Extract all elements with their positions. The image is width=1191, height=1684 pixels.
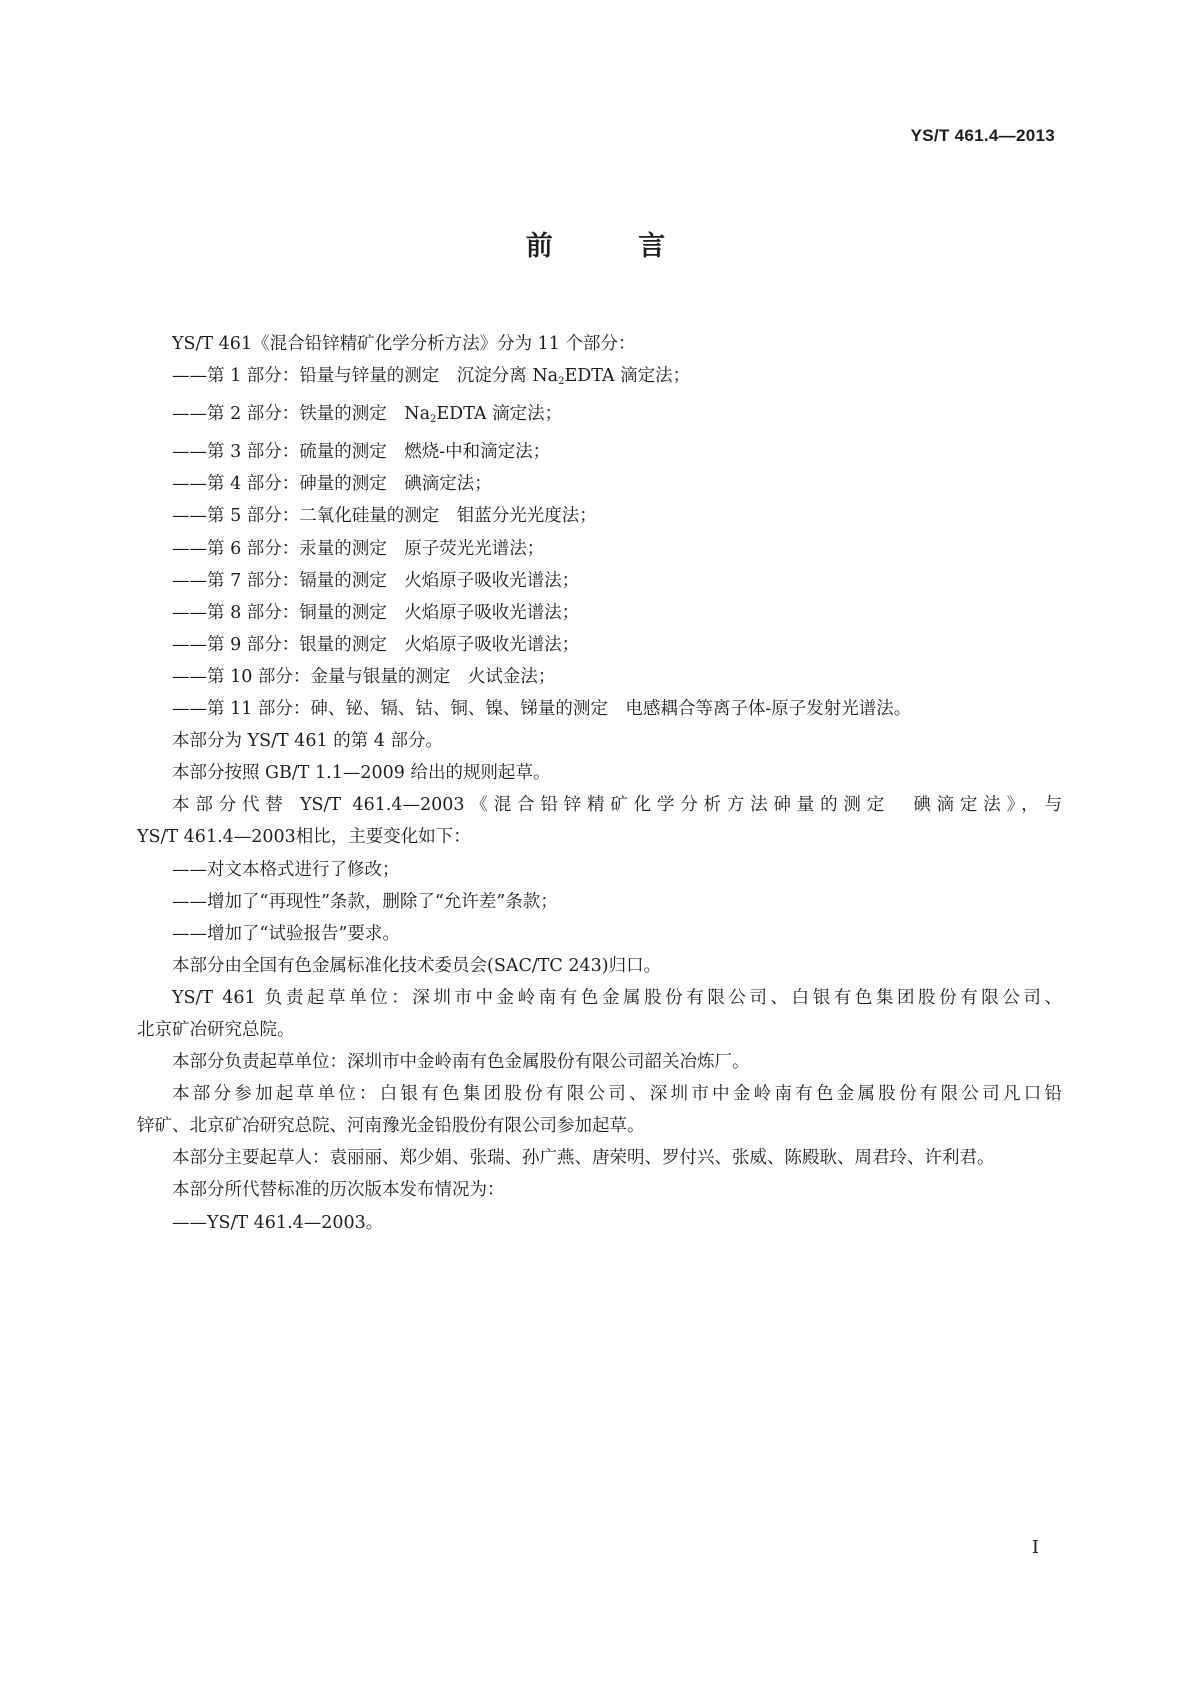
- page-title: 前 言: [525, 231, 704, 262]
- list-item: ——第 7 部分：镉量的测定 火焰原子吸收光谱法；: [172, 570, 580, 591]
- page-number: I: [1031, 1537, 1039, 1558]
- drafting-rules-paragraph: 本部分按照 GB/T 1.1—2009 给出的规则起草。: [172, 763, 551, 784]
- part-of-paragraph: 本部分为 YS/T 461 的第 4 部分。: [172, 731, 443, 752]
- history-paragraph: 本部分所代替标准的历次版本发布情况为：: [172, 1180, 505, 1201]
- drafting-units-paragraph: YS/T 461 负责起草单位：深圳市中金岭南有色金属股份有限公司、白银有色集团股份有限公司、: [172, 987, 1062, 1008]
- list-item: ——第 1 部分：铅量与锌量的测定 沉淀分离 $Na_2EDTA$ 滴定法；: [172, 366, 691, 388]
- list-item: ——第 8 部分：铜量的测定 火焰原子吸收光谱法；: [172, 602, 580, 623]
- participating-units-paragraph-cont: 锌矿、北京矿冶研究总院、河南豫光金铅股份有限公司参加起草。: [137, 1116, 645, 1137]
- replacement-paragraph: 本部分代替 YS/T 461.4—2003《混合铅锌精矿化学分析方法砷量的测定 碘滴定法》，与: [172, 795, 1062, 816]
- list-item: ——第 4 部分：砷量的测定 碘滴定法；: [172, 474, 492, 495]
- drafting-units-paragraph-cont: 北京矿冶研究总院。: [137, 1019, 295, 1040]
- responsible-unit-paragraph: 本部分负责起草单位：深圳市中金岭南有色金属股份有限公司韶关冶炼厂。: [172, 1052, 750, 1073]
- list-item: ——第 6 部分：汞量的测定 原子荧光光谱法；: [172, 538, 545, 559]
- list-item: ——增加了“试验报告”要求。: [172, 923, 400, 944]
- list-item: ——YS/T 461.4—2003。: [172, 1212, 384, 1233]
- authors-paragraph: 本部分主要起草人：袁丽丽、郑少娟、张瑞、孙广燕、唐荣明、罗付兴、张威、陈殿耿、周君玲、许利君。: [172, 1148, 995, 1169]
- replacement-paragraph-cont: YS/T 461.4—2003相比，主要变化如下：: [137, 827, 471, 848]
- list-item: ——第 9 部分：银量的测定 火焰原子吸收光谱法；: [172, 634, 580, 655]
- parts-list: [137, 360, 1062, 725]
- list-item: ——第 5 部分：二氧化硅量的测定 钼蓝分光光度法；: [172, 506, 597, 527]
- intro-paragraph: YS/T 461《混合铅锌精矿化学分析方法》分为 11 个部分：: [172, 334, 636, 354]
- participating-units-paragraph: 本部分参加起草单位：白银有色集团股份有限公司、深圳市中金岭南有色金属股份有限公司凡口铅: [172, 1084, 1062, 1105]
- committee-paragraph: 本部分由全国有色金属标准化技术委员会(SAC/TC 243)归口。: [172, 955, 662, 976]
- changes-list: [137, 854, 1062, 950]
- standard-number: YS/T 461.4—2013: [910, 126, 1055, 145]
- list-item: ——对文本格式进行了修改；: [172, 859, 400, 880]
- list-item: ——第 2 部分：铁量的测定 $Na_2EDTA$ 滴定法；: [172, 404, 563, 426]
- list-item: ——第 10 部分：金量与银量的测定 火试金法；: [172, 666, 556, 687]
- list-item: ——第 3 部分：硫量的测定 燃烧-中和滴定法；: [172, 442, 551, 463]
- list-item: ——增加了“再现性”条款，删除了“允许差”条款；: [172, 891, 558, 912]
- document-body: [137, 328, 1062, 1239]
- list-item: ——第 11 部分：砷、铋、镉、钴、铜、镍、锑量的测定 电感耦合等离子体-原子发射光谱法。: [172, 699, 912, 720]
